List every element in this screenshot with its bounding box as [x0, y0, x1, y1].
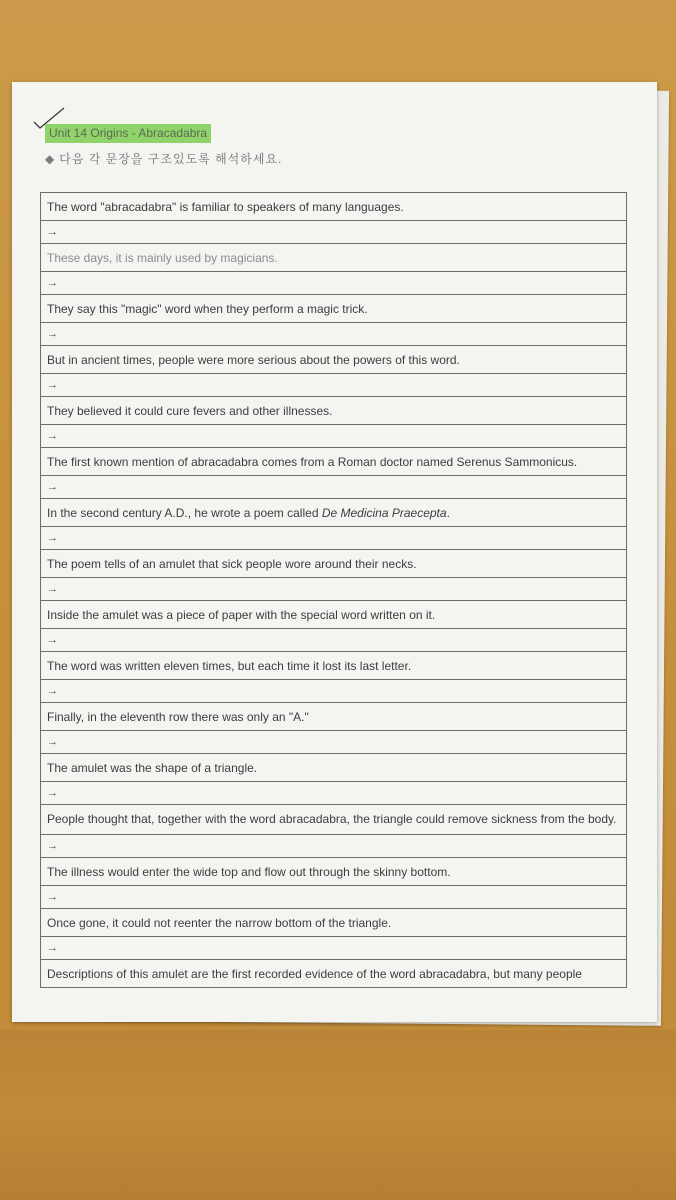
- sentence-row: The first known mention of abracadabra comes from a Roman doctor named Serenus Sammonicus.: [41, 448, 626, 476]
- answer-row: →: [41, 731, 626, 754]
- sentence-row: The poem tells of an amulet that sick people wore around their necks.: [41, 550, 626, 578]
- translation-table: [40, 192, 627, 988]
- sentence-row: Descriptions of this amulet are the first recorded evidence of the word abracadabra, but many people: [41, 960, 626, 988]
- sentence-row: [41, 499, 626, 527]
- sentence-row: Finally, in the eleventh row there was only an "A.": [41, 703, 626, 731]
- sentence-period: .: [446, 506, 450, 520]
- instruction-text: 다음 각 문장을 구조있도록 해석하세요.: [59, 152, 283, 166]
- wooden-floor: [0, 1030, 676, 1200]
- answer-row: →: [41, 527, 626, 550]
- diamond-bullet-icon: ◆: [45, 152, 56, 166]
- sentence-row: These days, it is mainly used by magicians.: [41, 244, 626, 272]
- unit-title: Unit 14 Origins - Abracadabra: [45, 124, 211, 143]
- sentence-row: People thought that, together with the word abracadabra, the triangle could remove sickness from the body.: [41, 805, 626, 835]
- sentence-row: But in ancient times, people were more serious about the powers of this word.: [41, 346, 626, 374]
- sentence-text: In the second century A.D., he wrote a poem called: [47, 506, 322, 520]
- sentence-row: The word "abracadabra" is familiar to speakers of many languages.: [41, 193, 626, 221]
- answer-row: →: [41, 476, 626, 499]
- answer-row: →: [41, 221, 626, 244]
- answer-row: →: [41, 374, 626, 397]
- sentence-row: They believed it could cure fevers and other illnesses.: [41, 397, 626, 425]
- answer-row: →: [41, 425, 626, 448]
- sentence-row: Once gone, it could not reenter the narrow bottom of the triangle.: [41, 909, 626, 937]
- answer-row: →: [41, 629, 626, 652]
- answer-row: →: [41, 323, 626, 346]
- answer-row: →: [41, 937, 626, 960]
- sentence-row: The illness would enter the wide top and flow out through the skinny bottom.: [41, 858, 626, 886]
- answer-row: →: [41, 782, 626, 805]
- instruction-line: [45, 150, 282, 167]
- answer-row: →: [41, 886, 626, 909]
- answer-row: →: [41, 680, 626, 703]
- worksheet-page: [12, 82, 657, 1022]
- answer-row: →: [41, 835, 626, 858]
- sentence-row: Inside the amulet was a piece of paper with the special word written on it.: [41, 601, 626, 629]
- sentence-row: The word was written eleven times, but each time it lost its last letter.: [41, 652, 626, 680]
- sentence-row: The amulet was the shape of a triangle.: [41, 754, 626, 782]
- answer-row: →: [41, 272, 626, 295]
- poem-title: De Medicina Praecepta: [321, 506, 447, 520]
- sentence-row: They say this "magic" word when they perform a magic trick.: [41, 295, 626, 323]
- answer-row: →: [41, 578, 626, 601]
